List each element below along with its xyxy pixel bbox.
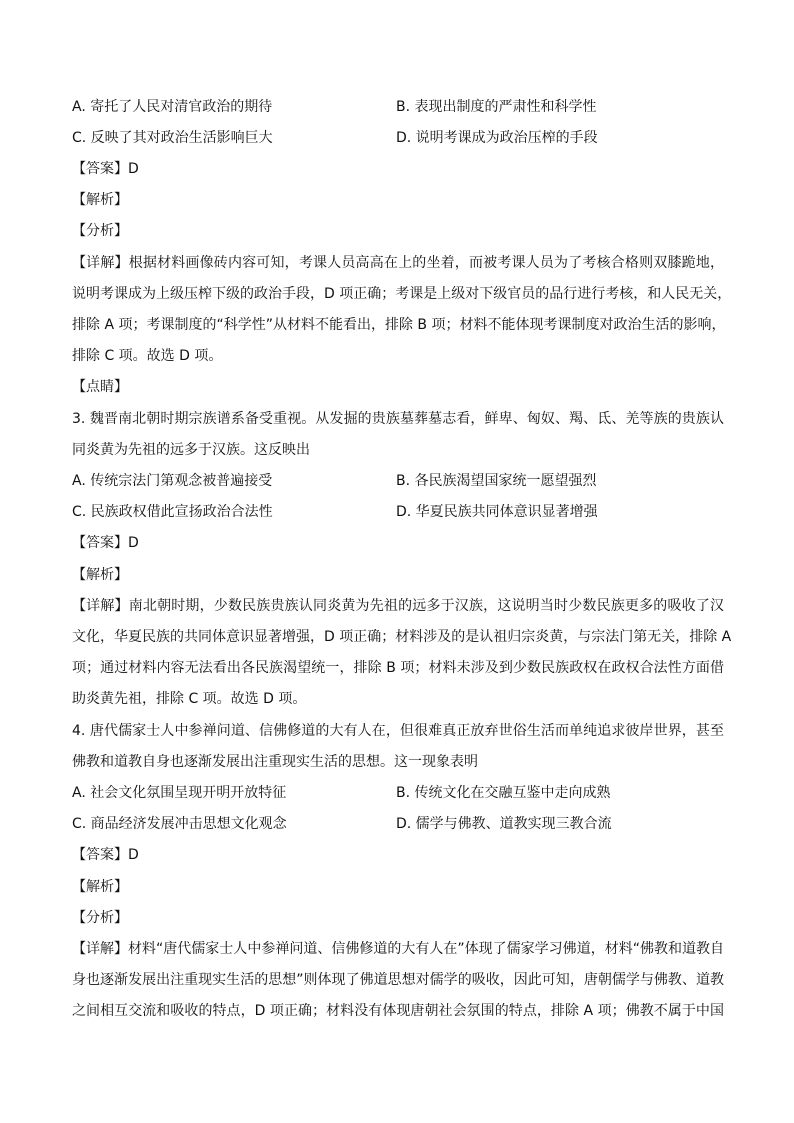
q2-analysis-label: 【解析】 xyxy=(72,192,128,208)
q4-stem-line: 4. 唐代儒家士人中参禅问道、信佛修道的大有人在，但很难真正放弃世俗生活而单纯追求彼岸世界，甚至 xyxy=(72,723,724,739)
q2-fenxi-label: 【分析】 xyxy=(72,223,128,239)
q2-detail-line: 排除 A 项；考课制度的“科学性”从材料不能看出，排除 B 项；材料不能体现考课制度对政治生活的影响， xyxy=(72,317,726,333)
q3-stem-line: 同炎黄为先祖的远多于汉族。这反映出 xyxy=(72,442,310,458)
q4-option-c: C. 商品经济发展冲击思想文化观念 xyxy=(72,816,287,832)
q4-analysis-label: 【解析】 xyxy=(72,879,128,895)
q3-detail-line: 项；通过材料内容无法看出各民族渴望统一，排除 B 项；材料未涉及到少数民族政权在政权合法性方面借 xyxy=(72,660,724,676)
q2-detail-line: 说明考课成为上级压榨下级的政治手段，D 项正确；考课是上级对下级官员的品行进行考核，和人民无关， xyxy=(72,286,732,302)
q2-option-d: D. 说明考课成为政治压榨的手段 xyxy=(396,130,598,146)
q3-option-d: D. 华夏民族共同体意识显著增强 xyxy=(396,504,598,520)
q3-detail-line: 助炎黄先祖，排除 C 项。故选 D 项。 xyxy=(72,691,307,707)
q4-detail-line: 【详解】材料“唐代儒家士人中参禅问道、信佛修道的大有人在”体现了儒家学习佛道，材料“佛教和道教自 xyxy=(72,941,724,957)
q4-detail-line: 之间相互交流和吸收的特点，D 项正确；材料没有体现唐朝社会氛围的特点，排除 A 项；佛教不属于中国 xyxy=(72,1003,724,1019)
q4-detail-line: 身也逐渐发展出注重现实生活的思想”则体现了佛道思想对儒学的吸收，因此可知，唐朝儒学与佛教、道教 xyxy=(72,972,724,988)
q2-detail-line: 【详解】根据材料画像砖内容可知，考课人员高高在上的坐着，而被考课人员为了考核合格则双膝跪地， xyxy=(72,255,724,271)
q4-stem-line: 佛教和道教自身也逐渐发展出注重现实生活的思想。这一现象表明 xyxy=(72,754,478,770)
q3-detail-line: 文化，华夏民族的共同体意识显著增强，D 项正确；材料涉及的是认祖归宗炎黄，与宗法门第无关，排除 A xyxy=(72,629,732,645)
q4-fenxi-label: 【分析】 xyxy=(72,910,128,926)
q4-option-d: D. 儒学与佛教、道教实现三教合流 xyxy=(396,816,612,832)
q3-answer: 【答案】D xyxy=(72,535,139,551)
q2-answer: 【答案】D xyxy=(72,161,139,177)
q3-analysis-label: 【解析】 xyxy=(72,567,128,583)
q2-option-c: C. 反映了其对政治生活影响巨大 xyxy=(72,130,273,146)
q3-option-a: A. 传统宗法门第观念被普遍接受 xyxy=(72,473,273,489)
q3-detail-line: 【详解】南北朝时期，少数民族贵族认同炎黄为先祖的远多于汉族，这说明当时少数民族更多的吸收了汉 xyxy=(72,598,724,614)
q3-stem-line: 3. 魏晋南北朝时期宗族谱系备受重视。从发掘的贵族墓葬墓志看，鲜卑、匈奴、羯、氐、羌等族的贵族认 xyxy=(72,411,724,427)
q4-answer: 【答案】D xyxy=(72,847,139,863)
q3-option-b: B. 各民族渴望国家统一愿望强烈 xyxy=(396,473,597,489)
q2-option-b: B. 表现出制度的严肃性和科学性 xyxy=(396,99,597,115)
q2-detail-line: 排除 C 项。故选 D 项。 xyxy=(72,348,223,364)
q4-option-b: B. 传统文化在交融互鉴中走向成熟 xyxy=(396,785,611,801)
q2-option-a: A. 寄托了人民对清官政治的期待 xyxy=(72,99,273,115)
q4-option-a: A. 社会文化氛围呈现开明开放特征 xyxy=(72,785,287,801)
q3-option-c: C. 民族政权借此宣扬政治合法性 xyxy=(72,504,273,520)
q2-dianjing-label: 【点睛】 xyxy=(72,379,128,395)
